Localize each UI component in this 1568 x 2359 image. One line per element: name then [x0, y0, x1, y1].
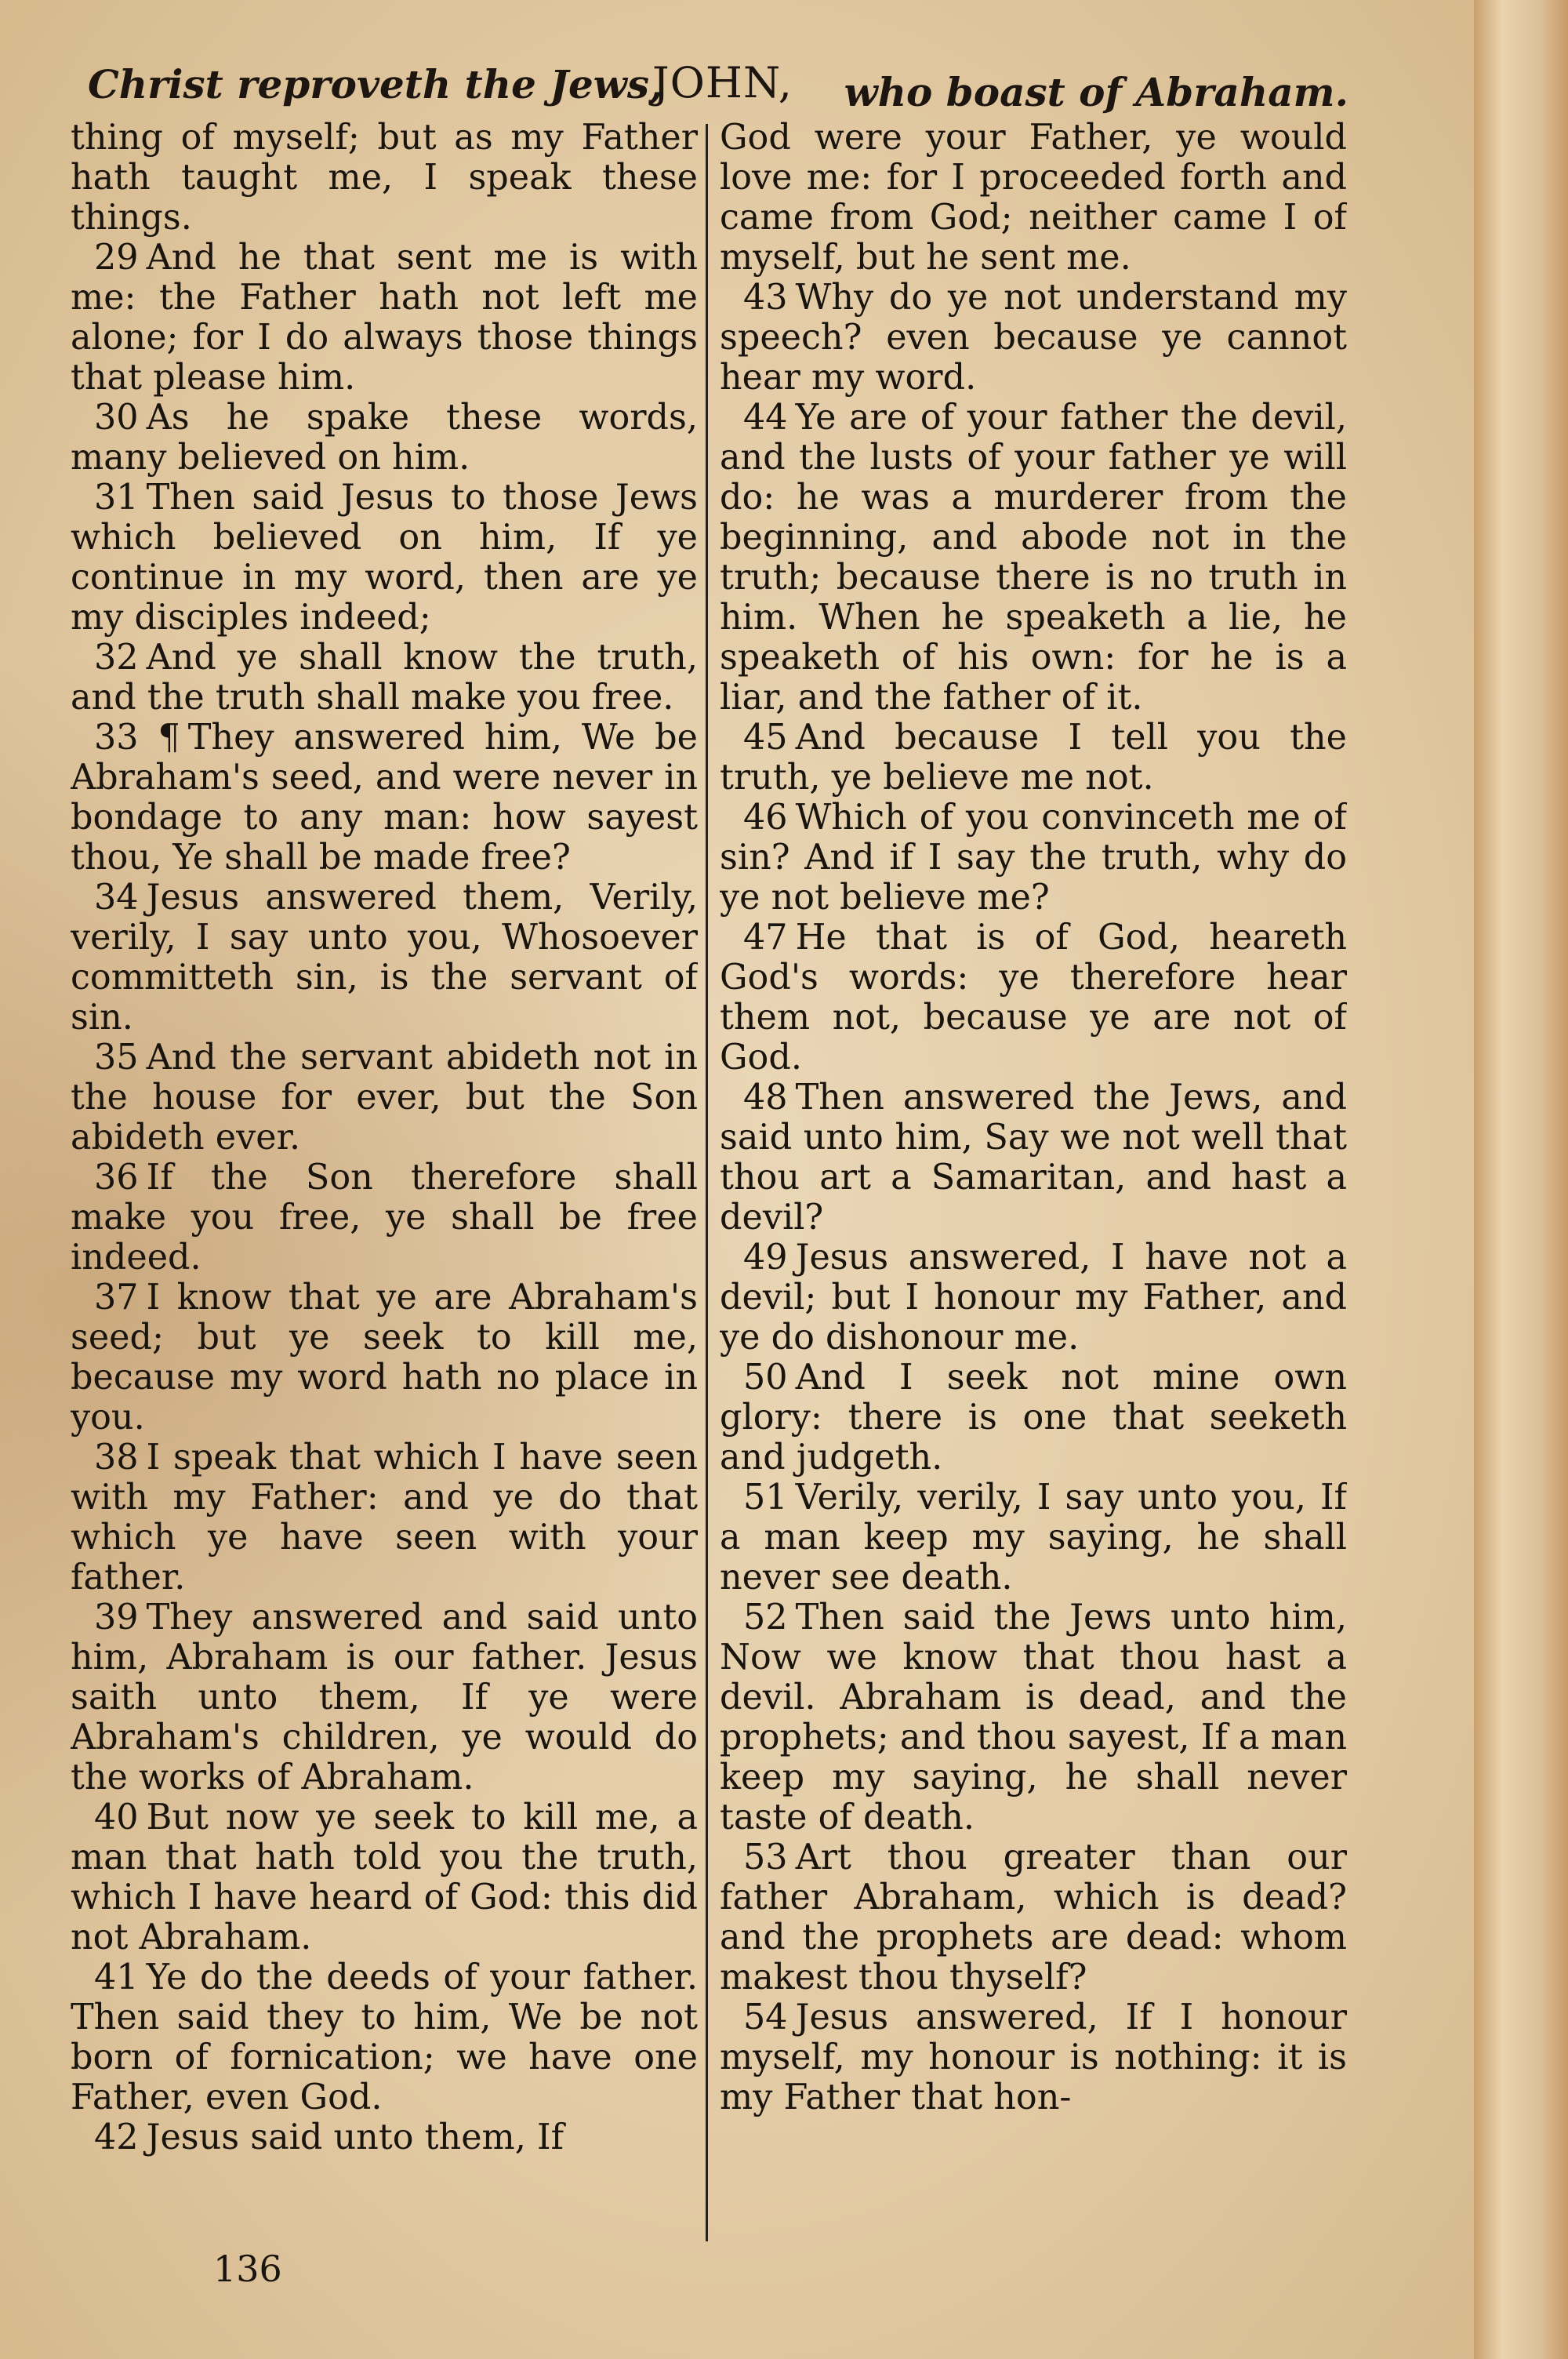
- verse-text: But now ye seek to kill me, a man that hath told you the truth, which I have heard of God: this did not Abraham.: [71, 1797, 698, 1957]
- verse: [71, 1278, 698, 1438]
- verse-text: Then said the Jews unto him, Now we know that thou hast a devil. Abraham is dead, and the prophets; and thou sayest, If a man keep my saying, he shall never taste of death.: [720, 1598, 1347, 1837]
- verse-number: 41: [94, 1957, 139, 1997]
- verse: [720, 1478, 1347, 1598]
- verse-text: Jesus answered, I have not a devil; but I honour my Father, and ye do dishonour me.: [720, 1238, 1347, 1358]
- verse-text: God were your Father, ye would love me: for I proceeded forth and came from God; neither came I of myself, but he sent me.: [720, 118, 1347, 278]
- verse: [71, 1038, 698, 1158]
- verse-number: 37: [94, 1278, 139, 1318]
- verse: [71, 1438, 698, 1598]
- verse-text: Ye are of your father the devil, and the lusts of your father ye will do: he was a murderer from the beginning, and abode not in the truth; because there is no truth in him. When he speaketh a lie, he speaketh of his own: for he is a liar, and the father of it.: [720, 398, 1347, 718]
- header-book-title: JOHN,: [652, 58, 793, 107]
- verse: [71, 718, 698, 878]
- header-left: Christ reproveth the Jews,: [88, 61, 663, 107]
- verse: [720, 1358, 1347, 1478]
- verse: [71, 238, 698, 398]
- verse-number: 29: [94, 238, 139, 278]
- verse-number: 42: [94, 2117, 139, 2157]
- verse: [720, 278, 1347, 398]
- verse-text: Then said Jesus to those Jews which believed on him, If ye continue in my word, then are ye my disciples indeed;: [71, 478, 698, 638]
- verse-text: I know that ye are Abraham's seed; but ye seek to kill me, because my word hath no place in you.: [71, 1278, 698, 1438]
- right-column: [720, 118, 1347, 2243]
- verse-number: 40: [94, 1797, 139, 1837]
- verse: [71, 2117, 698, 2157]
- verse-number: 47: [743, 918, 788, 958]
- verse: [71, 398, 698, 478]
- column-divider: [706, 124, 708, 2241]
- verse-number: 53: [743, 1837, 788, 1877]
- book-gutter-edge: [1474, 0, 1568, 2359]
- verse-number: 31: [94, 478, 139, 518]
- verse-text: Jesus said unto them, If: [146, 2117, 564, 2157]
- verse-text: They answered him, We be Abraham's seed, and were never in bondage to any man: how sayest thou, Ye shall be made free?: [71, 718, 698, 878]
- verse: [720, 398, 1347, 718]
- verse-text: thing of myself; but as my Father hath taught me, I speak these things.: [71, 118, 698, 238]
- verse: [720, 118, 1347, 278]
- verse-number: 46: [743, 798, 788, 838]
- verse-text: Jesus answered them, Verily, verily, I say unto you, Whosoever committeth sin, is the servant of sin.: [71, 878, 698, 1038]
- verse: [71, 1797, 698, 1957]
- verse-number: 49: [743, 1238, 788, 1278]
- verse: [71, 1158, 698, 1278]
- verse: [71, 878, 698, 1038]
- verse-number: 36: [94, 1158, 139, 1198]
- verse-text: He that is of God, heareth God's words: ye therefore hear them not, because ye are not of God.: [720, 918, 1347, 1078]
- verse-text: They answered and said unto him, Abraham is our father. Jesus saith unto them, If ye were Abraham's children, ye would do the works of Abraham.: [71, 1598, 698, 1797]
- verse: [720, 918, 1347, 1078]
- verse-text: And he that sent me is with me: the Father hath not left me alone; for I do always those things that please him.: [71, 238, 698, 398]
- verse-number: 39: [94, 1598, 139, 1637]
- verse: [720, 1837, 1347, 1997]
- verse-number: 50: [743, 1358, 788, 1398]
- verse-text: If the Son therefore shall make you free, ye shall be free indeed.: [71, 1158, 698, 1278]
- verse: [720, 1598, 1347, 1837]
- verse-number: 38: [94, 1438, 139, 1478]
- verse-number: 35: [94, 1038, 139, 1078]
- verse: [71, 638, 698, 718]
- verse-text: Ye do the deeds of your father. Then said they to him, We be not born of fornication; we have one Father, even God.: [71, 1957, 698, 2117]
- verse-text: And the servant abideth not in the house for ever, but the Son abideth ever.: [71, 1038, 698, 1158]
- verse: [71, 1957, 698, 2117]
- verse-text: Verily, verily, I say unto you, If a man keep my saying, he shall never see death.: [720, 1478, 1347, 1598]
- verse-text: As he spake these words, many believed on him.: [71, 398, 698, 478]
- verse-text: And I seek not mine own glory: there is one that seeketh and judgeth.: [720, 1358, 1347, 1478]
- verse-text: And because I tell you the truth, ye believe me not.: [720, 718, 1347, 798]
- verse-text: And ye shall know the truth, and the truth shall make you free.: [71, 638, 698, 718]
- verse-number: 48: [743, 1078, 788, 1118]
- verse-number: 32: [94, 638, 139, 678]
- verse-number: 30: [94, 398, 139, 438]
- verse-number: 52: [743, 1598, 788, 1637]
- verse-number: 51: [743, 1478, 788, 1518]
- verse: [720, 718, 1347, 798]
- verse-number: 34: [94, 878, 139, 918]
- verse: [720, 1997, 1347, 2117]
- verse-text: Then answered the Jews, and said unto him, Say we not well that thou art a Samaritan, and hast a devil?: [720, 1078, 1347, 1238]
- verse: [720, 1238, 1347, 1358]
- verse-number: 33 ¶: [94, 718, 180, 758]
- page-number: 136: [213, 2248, 282, 2290]
- verse-text: Art thou greater than our father Abraham, which is dead? and the prophets are dead: whom makest thou thyself?: [720, 1837, 1347, 1997]
- verse: [71, 478, 698, 638]
- verse-number: 45: [743, 718, 788, 758]
- verse-number: 44: [743, 398, 788, 438]
- verse-text: Which of you convinceth me of sin? And if I say the truth, why do ye not believe me?: [720, 798, 1347, 918]
- verse: [720, 1078, 1347, 1238]
- verse: [71, 1598, 698, 1797]
- header-right: who boast of Abraham.: [844, 69, 1348, 115]
- verse-number: 54: [743, 1997, 788, 2037]
- verse: [71, 118, 698, 238]
- verse-text: Jesus answered, If I honour myself, my honour is nothing: it is my Father that hon-: [720, 1997, 1347, 2117]
- running-header: [88, 52, 1348, 122]
- verse-number: 43: [743, 278, 788, 318]
- verse-text: I speak that which I have seen with my Father: and ye do that which ye have seen with your father.: [71, 1438, 698, 1598]
- verse: [720, 798, 1347, 918]
- left-column: [71, 118, 698, 2243]
- verse-text: Why do ye not understand my speech? even because ye cannot hear my word.: [720, 278, 1347, 398]
